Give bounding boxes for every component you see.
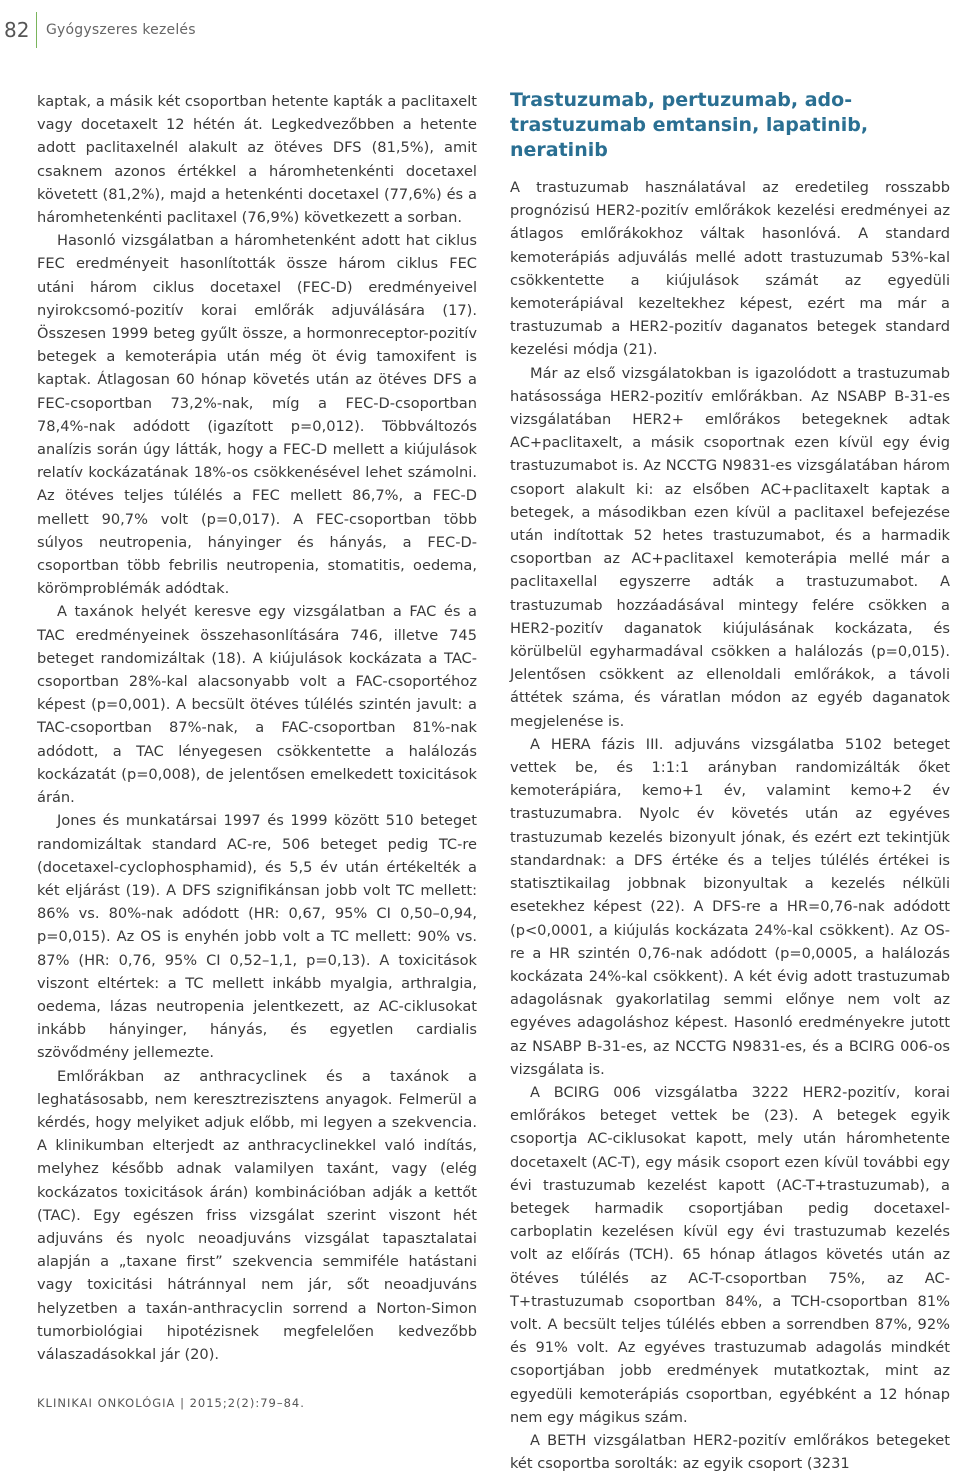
- paragraph: Jones és munkatársai 1997 és 1999 között 510 beteget randomizáltak standard AC-re, 506 beteget pedig TC-re (docetaxel-cyclophosphamid), és 5,5 év után értékelték a két eljárást (19). A DFS szignifikánsan jobb volt TC mellett: 86% vs. 80%-nak adódott (HR: 0,67, 95% CI 0,50–0,94, p=0,015). Az OS is enyhén jobb volt a TC mellett: 90% vs. 87% (HR: 0,76, 95% CI 0,52–1,1, p=0,13). A toxicitások viszont eltértek: a TC mellett inkább myalgia, arthralgia, oedema, lázas neutropenia jelentkezett, az AC-ciklusokat inkább hányinger, hányás, és egyetlen cardialis szövődmény jellemezte.: [37, 812, 477, 1062]
- running-title: Gyógyszeres kezelés: [46, 22, 196, 38]
- page-header: [0, 12, 960, 48]
- header-divider: [36, 12, 37, 48]
- paragraph: A BCIRG 006 vizsgálatba 3222 HER2-pozitív, korai emlőrákos beteget vettek be (23). A betegek egyik csoportja AC-ciklusokat kapott, mely után háromhetente docetaxelt (AC-T), egy másik csoport ezen kívül további egy évi trastuzumab kezelést kapott (AC-T+trastuzumab), a betegek harmadik csoportjában pedig docetaxel-carboplatin kezelésen kívül egy évi trastuzumab kezelés volt az előírás (TCH). 65 hónap átlagos követés után az ötéves túlélés az AC-T-csoportban 75%, az AC-T+trastuzumab csoportban 84%, a TCH-csoportban 81% volt. A becsült teljes túlélés ebben a sorrendben 87%, 92% és 91% volt. Az egyéves trastuzumab adagolás mindkét csoportjában jobb eredmények mutatkoztak, mint az egyedüli kemoterápiás csoportban, egyébként a 12 hónap nem egy mágikus szám.: [510, 1083, 950, 1426]
- paragraph: Emlőrákban az anthracyclinek és a taxánok a leghatásosabb, nem keresztrezisztens anyagok. Felmerül a kérdés, hogy melyiket adjuk előbb, mi legyen a szekvencia. A klinikumban elterjedt az anthracyclinekkel való indítás, melyhez később adnak valamilyen taxánt, vagy (elég kockázatos toxicitások árán) kombinációban adják a kettőt (TAC). Egy egészen friss vizsgálat szerint viszont hét adjuváns és nyolc neoadjuváns vizsgálat tapasztalatai alapján a „taxane first” szekvencia semmiféle hatástani vagy toxicitási hátránnyal nem jár, sőt neoadjuváns helyzetben a taxán-anthracyclin sorrend a Norton-Simon tumorbiológiai hipotézisnek megfelelően kedvezőbb válaszadásokkal jár (20).: [37, 1067, 477, 1363]
- paragraph: A BETH vizsgálatban HER2-pozitív emlőrákos betegeket két csoportba sorolták: az egyik csoport (3231: [510, 1431, 950, 1473]
- paragraph: kaptak, a másik két csoportban hetente kapták a paclitaxelt vagy docetaxelt 12 hétén át. Legkedvezőbben a hetente adott paclitaxelnél alakult az ötéves DFS (81,5%), amit csaknem azonos értékkel a háromhetenkénti docetaxel követett (81,2%), majd a hetenkénti docetaxel (77,6%) és a háromhetenkénti paclitaxel (76,9%) következett a sorban.: [37, 93, 477, 227]
- paragraph: A taxánok helyét keresve egy vizsgálatban a FAC és a TAC eredményeinek összehasonlítására 746, illetve 745 beteget randomizáltak (18). A kiújulások kockázata a TAC-csoportban 28%-kal alacsonyabb volt a FAC-csoportéhoz képest (p=0,001). A becsült ötéves túlélés szintén javult: a TAC-csoportban 87%-nak, a FAC-csoportban 81%-nak adódott, a TAC lényegesen csökkentette a halálozás kockázatát (p=0,008), de jelentősen emelkedett toxicitások árán.: [37, 603, 477, 807]
- paragraph: A trastuzumab használatával az eredetileg rosszabb prognózisú HER2-pozitív emlőrákok kezelési eredményei az átlagos emlőrákokhoz váltak hasonlóvá. A standard kemoterápiás adjuválás mellé adott trastuzumab 53%-kal csökkentette a kiújulások számát az egyedüli kemoterápiával kezeltekhez képest, ezért ma már a trastuzumab a HER2-pozitív daganatos betegek standard kezelési módja (21).: [510, 179, 950, 359]
- page-number: 82: [4, 18, 30, 42]
- paragraph: A HERA fázis III. adjuváns vizsgálatba 5102 beteget vettek be, és 1:1:1 arányban randomizálták őket kemoterápiára, kemo+1 év, valamint kemo+2 év trastuzumabra. Nyolc év követés után az egyéves trastuzumab kezelés bizonyult jónak, és ezért ezt tekintjük standardnak: a DFS értéke és a teljes túlélés értékei is statisztikailag jobbnak bizonyultak a kezelés nélküli esetekhez képest (22). A DFS-re a HR=0,76-nak adódott (p<0,0001, a kiújulás kockázata 24%-kal csökkent). Az OS-re a HR szintén 0,76-nak adódott (p=0,0005, a halálozás kockázata 24%-kal csökkent). A két évig adott trastuzumab adagolásnak gyakorlatilag semmi előnye nem volt az egyéves adagoláshoz képest. Hasonló eredményekre jutott az NSABP B-31-es, az NCCTG N9831-es, és a BCIRG 006-os vizsgálata is.: [510, 735, 950, 1078]
- journal-citation: KLINIKAI ONKOLÓGIA | 2015;2(2):79–84.: [37, 1396, 305, 1410]
- section-heading: Trastuzumab, pertuzumab, ado-trastuzumab emtansin, lapatinib, neratinib: [510, 89, 869, 161]
- paragraph: Már az első vizsgálatokban is igazolódott a trastuzumab hatásossága HER2-pozitív emlőrákban. Az NSABP B-31-es vizsgálatában HER2+ emlőrákos betegeknek adtak AC+paclitaxelt, a másik csoportnak ezen kívül egy évig trastuzumabot is. Az NCCTG N9831-es vizsgálatában három csoport alakult ki: az elsőben AC+paclitaxelt kaptak a betegek, a másodikban ezen kívül a paclitaxel befejezése után indítottak 52 hetes trastuzumabot, és a harmadik csoportban az AC+paclitaxel kemoterápia mellé már a paclitaxellal egyszerre adták a trastuzumabot. A trastuzumab hozzáadásával mintegy felére csökken a HER2-pozitív daganatok kiújulásának kockázata, és körülbelül egyharmadával csökken a halálozás (p=0,015). Jelentősen csökkent az ellenoldali emlőrákok, a távoli áttétek száma, és váratlan módon az egyéb daganatok megjelenése is.: [510, 364, 950, 730]
- paragraph: Hasonló vizsgálatban a háromhetenként adott hat ciklus FEC eredményeit hasonlították össze három ciklus FEC utáni három ciklus docetaxel (FEC-D) eredményeivel nyirokcsomó-pozitív korai emlőrák adjuválására (17). Összesen 1999 beteg gyűlt össze, a hormonreceptor-pozitív betegek a kemoterápia után még öt évig tamoxifent is kaptak. Átlagosan 60 hónap követés után az ötéves DFS a FEC-csoportban 73,2%-nak, míg a FEC-D-csoportban 78,4%-nak adódott (igazított p=0,012). Többváltozós analízis során úgy látták, hogy a FEC-D mellett a kiújulások relatív kockázatának 18%-os csökkenésével lehet számolni. Az ötéves teljes túlélés a FEC mellett 86,7%, a FEC-D mellett 90,7% volt (p=0,017). A FEC-csoportban több súlyos neutropenia, hányinger és hányás, a FEC-D-csoportban több febrilis neutropenia, stomatitis, oedema, körömproblémák adódtak.: [37, 232, 477, 598]
- left-column: [37, 90, 477, 1366]
- right-column: [510, 90, 950, 1475]
